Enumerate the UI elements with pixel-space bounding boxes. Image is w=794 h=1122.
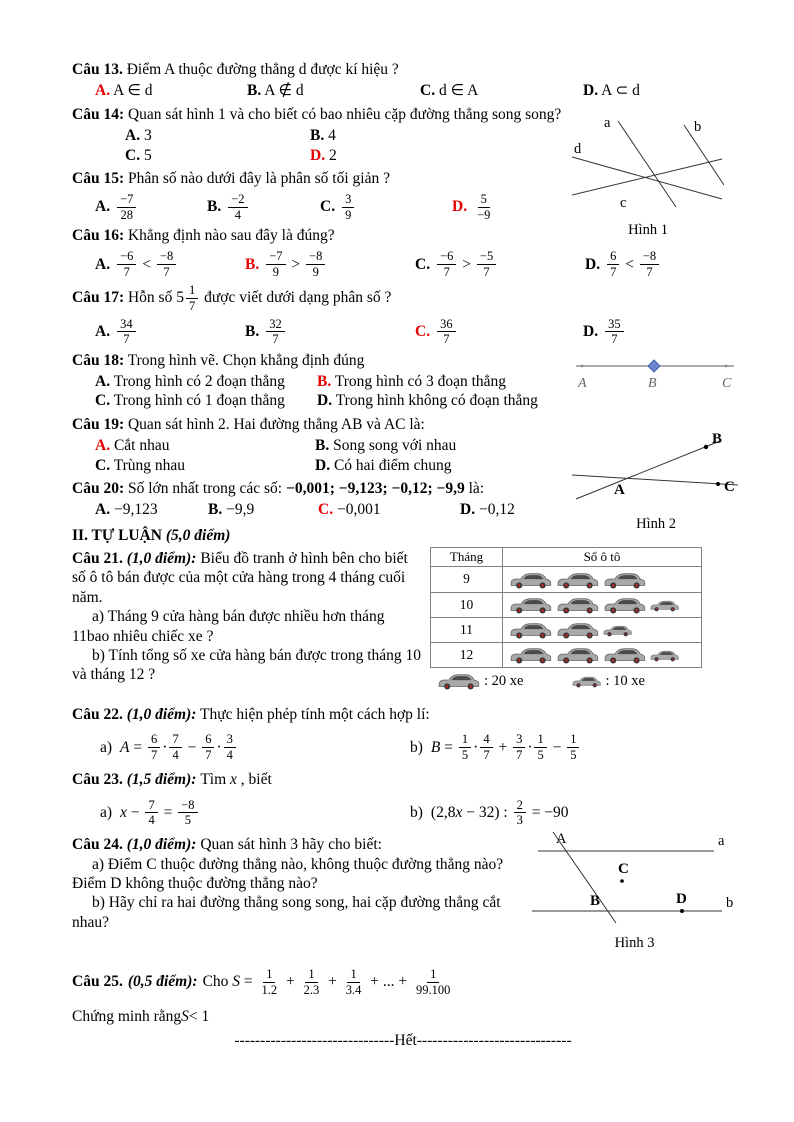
- point-label-a: A: [578, 375, 587, 391]
- big-car-icon: [555, 621, 599, 639]
- option-label: A.: [95, 82, 111, 100]
- option-a: [95, 317, 245, 347]
- question-18: [72, 351, 734, 411]
- option-math: [226, 192, 249, 222]
- option-c: [320, 192, 452, 222]
- option-text: 3: [143, 127, 152, 145]
- option-label: D.: [317, 392, 333, 410]
- option-text: −9,123: [113, 501, 158, 519]
- point-label-a-upper: A: [556, 831, 567, 848]
- fraction: $\frac{5}{-9}$: [477, 192, 491, 222]
- small-car-icon: [649, 599, 679, 612]
- option-label: C.: [125, 146, 141, 164]
- option-text: Trong hình có 2 đoạn thẳng: [113, 373, 285, 390]
- pictogram-rows: [431, 567, 701, 667]
- question-13: [72, 60, 734, 101]
- fraction: $\frac{-8}{5}$: [178, 798, 197, 828]
- option-math: [115, 192, 138, 222]
- stem-text: Trong hình vẽ. Chọn khẳng định đúng: [127, 351, 365, 369]
- fraction: $\frac{1}{3.4}$: [345, 967, 362, 997]
- big-car-icon: [555, 571, 599, 589]
- small-car-icon: [649, 649, 679, 662]
- question-20: [72, 479, 734, 520]
- line-label-a: a: [604, 114, 611, 131]
- question-22-stem: Câu 22. (1,0 điểm): Thực hiện phép tính một cách hợp lí:: [72, 706, 430, 723]
- question-24-stem: Câu 24. (1,0 điểm): Quan sát hình 3 hãy cho biết:: [72, 836, 382, 854]
- hinh-3-drawing: [532, 827, 737, 927]
- option-label: D.: [585, 255, 601, 273]
- option-label: A.: [95, 198, 111, 216]
- option-label: B.: [317, 373, 332, 390]
- option-a: [95, 372, 317, 391]
- option-label: D.: [460, 501, 476, 519]
- part-a: [100, 798, 410, 828]
- option-c: [420, 81, 583, 100]
- pictogram-table: [430, 547, 702, 668]
- option-text: 4: [328, 127, 336, 145]
- option-label: D.: [583, 323, 599, 341]
- question-number: Câu 23.: [72, 771, 123, 789]
- question-number: Câu 13.: [72, 61, 123, 78]
- question-25-stem: Câu 25. (0,5 điểm): Cho S = $\frac{1}{1.2}$ + $\frac{1}{2.3}$ + $\frac{1}{3.4}$ + ... + $\frac{1}{99.100}$: [72, 967, 734, 997]
- end-of-exam-line: -------------------------------Hết------------------------------: [234, 1032, 572, 1050]
- option-a: [95, 436, 315, 455]
- big-car-icon: [508, 621, 552, 639]
- option-d: [583, 317, 734, 347]
- option-text: Trong hình không có đoạn thẳng: [335, 392, 538, 410]
- point-label-a: A: [614, 481, 625, 498]
- small-car-icon: [571, 675, 601, 688]
- option-label: B.: [207, 198, 222, 216]
- legend-small-car: : 10 xe: [571, 672, 644, 690]
- option-label: C.: [318, 501, 334, 519]
- option-label: A.: [125, 127, 141, 145]
- point-label-c: C: [618, 861, 629, 878]
- question-17-options: [95, 317, 734, 347]
- fraction: $\frac{-8}{7}$: [157, 249, 176, 279]
- part-a-math: x − $\frac{7}{4}$ = $\frac{-8}{5}$: [120, 798, 199, 828]
- fraction: $\frac{3}{7}$: [513, 732, 525, 762]
- stem-text: Phân số nào dưới đây là phân số tối giản ?: [127, 169, 390, 187]
- option-text: Cắt nhau: [113, 437, 170, 455]
- fraction: $\frac{7}{4}$: [169, 732, 181, 762]
- option-text: −0,12: [478, 501, 515, 519]
- option-label: D.: [452, 198, 468, 216]
- segment-drawing: [574, 353, 736, 391]
- option-text: Có hai điểm chung: [333, 456, 452, 474]
- question-17: [72, 283, 734, 347]
- pictogram-month: 12: [431, 643, 503, 667]
- legend-big-car: : 20 xe: [436, 672, 523, 690]
- line-label-b: b: [694, 118, 702, 135]
- option-label: D.: [315, 456, 331, 474]
- figure-caption: Hình 3: [614, 934, 655, 951]
- question-13-options: [95, 81, 734, 100]
- option-a: [125, 126, 310, 145]
- option-text: d ∈ A: [438, 82, 479, 100]
- fraction: $\frac{34}{7}$: [117, 317, 136, 347]
- option-b: [247, 81, 420, 100]
- option-label: B.: [245, 323, 260, 341]
- part-a: [100, 732, 410, 762]
- question-24-part-b: b) Hãy chỉ ra hai đường thẳng song song, hai cặp đường thẳng cắt nhau?: [72, 894, 501, 931]
- pictogram-header: [431, 548, 701, 567]
- option-a: [95, 249, 245, 279]
- stem-text: Thực hiện phép tính một cách hợp lí:: [200, 706, 430, 723]
- stem-text: Biểu đồ tranh ở hình bên cho biết số ô tô bán được của một cửa hàng trong 4 tháng cuối năm.: [72, 550, 408, 606]
- part-b-math: B = $\frac{1}{5}$ · $\frac{4}{7}$ + $\frac{3}{7}$ · $\frac{1}{5}$ − $\frac{1}{5}$: [431, 732, 582, 762]
- question-14-options: [125, 126, 525, 165]
- question-number: Câu 18:: [72, 351, 125, 369]
- pictogram-header-cars: Số ô tô: [583, 548, 621, 564]
- line-label-b: b: [726, 895, 734, 912]
- option-text: A ∈ d: [113, 82, 153, 100]
- big-car-icon: [508, 596, 552, 614]
- option-math: [264, 317, 287, 347]
- part-b-math: (2,8 x − 32) : $\frac{2}{3}$ = −90: [430, 797, 569, 827]
- fraction: $\frac{1}{1.2}$: [261, 967, 278, 997]
- big-car-icon: [602, 571, 646, 589]
- stem-values: −0,001; −9,123; −0,12; −9,9: [286, 479, 465, 497]
- question-13-stem: [72, 60, 734, 79]
- big-car-icon: [602, 646, 646, 664]
- option-label: B.: [208, 501, 223, 519]
- pictogram-row: [431, 617, 701, 642]
- option-c: [415, 249, 585, 279]
- option-label: B.: [245, 255, 260, 273]
- question-23: [72, 770, 734, 827]
- option-text: Trùng nhau: [113, 456, 186, 474]
- option-text: Trong hình có 1 đoạn thẳng: [113, 392, 285, 410]
- fraction: $\frac{-6}{7}$: [437, 249, 456, 279]
- fraction: $\frac{1}{5}$: [534, 732, 546, 762]
- option-b: [245, 317, 415, 347]
- fraction: $\frac{4}{7}$: [480, 732, 492, 762]
- stem-text: Quan sát hình 1 và cho biết có bao nhiêu cặp đường thẳng song song?: [127, 105, 562, 123]
- fraction: $\frac{-6}{7}$: [117, 249, 136, 279]
- question-number: Câu 15:: [72, 169, 125, 187]
- point-label-b: B: [648, 375, 657, 391]
- option-d: [317, 391, 584, 410]
- option-label: C.: [415, 323, 431, 341]
- option-label: C.: [95, 392, 111, 410]
- question-number: Câu 17:: [72, 289, 125, 307]
- pictogram-cars: [503, 567, 701, 592]
- option-math: $\frac{-7}{9}$ > $\frac{-8}{9}$: [264, 249, 327, 279]
- fraction: $\frac{-2}{4}$: [228, 192, 247, 222]
- option-text: Song song với nhau: [333, 437, 457, 455]
- question-22-parts: [100, 732, 734, 762]
- stem-math: Tìm x , biết: [200, 771, 272, 789]
- big-car-icon: [508, 571, 552, 589]
- part-label: b): [410, 738, 423, 756]
- option-math: [115, 317, 138, 347]
- option-b: [310, 126, 525, 145]
- question-20-stem: [72, 479, 734, 498]
- pictogram-month: 9: [431, 567, 503, 592]
- fraction: $\frac{3}{4}$: [224, 732, 236, 762]
- option-label: C.: [95, 456, 111, 474]
- option-d: [452, 192, 734, 222]
- option-label: A.: [95, 501, 111, 519]
- option-text: 2: [328, 146, 337, 164]
- part-label: a): [100, 738, 113, 756]
- point-label-b-point: B: [590, 893, 601, 910]
- option-label: C.: [415, 255, 431, 273]
- question-16-options: [95, 249, 734, 279]
- figure-caption: Hình 1: [628, 222, 668, 239]
- fraction: $\frac{6}{7}$: [607, 249, 619, 279]
- question-21-part-b: b) Tính tổng số xe cửa hàng bán được trong tháng 10 và tháng 12 ?: [72, 646, 422, 684]
- section-2-title: II. TỰ LUẬN (5,0 điểm): [72, 526, 231, 544]
- question-23-stem: Câu 23. (1,5 điểm): Tìm x , biết: [72, 771, 272, 789]
- option-d: [315, 456, 564, 475]
- option-text: A ⊂ d: [601, 82, 640, 100]
- fraction: $\frac{35}{7}$: [605, 317, 624, 347]
- option-label: A.: [95, 255, 111, 273]
- question-16: [72, 226, 734, 279]
- option-b: [245, 249, 415, 279]
- fraction: $\frac{6}{7}$: [202, 732, 214, 762]
- fraction: $\frac{-8}{9}$: [306, 249, 325, 279]
- big-car-icon: [555, 646, 599, 664]
- question-16-stem: [72, 226, 734, 245]
- question-number: Câu 14:: [72, 105, 125, 123]
- option-text: Trong hình có 3 đoạn thẳng: [334, 373, 507, 390]
- option-d: [460, 500, 734, 519]
- point-label-b: B: [712, 430, 723, 447]
- option-math: $\frac{6}{7}$ < $\frac{-8}{7}$: [605, 249, 661, 279]
- option-d: [583, 81, 734, 100]
- option-a: [95, 500, 208, 519]
- fraction: $\frac{-7}{9}$: [266, 249, 285, 279]
- option-c: [318, 500, 460, 519]
- line-label-a: a: [718, 833, 725, 850]
- option-text: −9,9: [226, 501, 255, 519]
- part-label: a): [100, 803, 113, 821]
- pictogram-row: [431, 642, 701, 667]
- fraction: $\frac{1}{7}$: [186, 283, 198, 313]
- figure-caption: Hình 2: [636, 516, 676, 533]
- question-24-part-a: a) Điểm C thuộc đường thẳng nào, không thuộc đường thẳng nào? Điểm D không thuộc đường thẳng nào?: [72, 855, 504, 892]
- question-21-part-a: a) Tháng 9 cửa hàng bán được nhiều hơn tháng 11bao nhiêu chiếc xe ?: [72, 608, 385, 645]
- option-a: [95, 192, 207, 222]
- line-label-d: d: [574, 140, 582, 157]
- option-a: [95, 81, 247, 100]
- question-25: [72, 967, 734, 1026]
- option-b: [208, 500, 318, 519]
- point-label-c: C: [722, 375, 732, 391]
- pictogram-row: [431, 567, 701, 592]
- option-math: [340, 192, 356, 222]
- fraction: $\frac{32}{7}$: [266, 317, 285, 347]
- option-math: $\frac{-6}{7}$ < $\frac{-8}{7}$: [115, 249, 178, 279]
- big-car-icon: [508, 646, 552, 664]
- option-b: [317, 372, 584, 391]
- option-c: [125, 146, 310, 165]
- question-25-closing: Chứng minh rằng S < 1: [72, 1008, 210, 1025]
- stem-tail: là:: [464, 479, 485, 497]
- pictogram-chart: [430, 547, 705, 690]
- option-label: C.: [320, 198, 336, 216]
- option-b: [207, 192, 320, 222]
- question-15-options: [95, 192, 734, 222]
- question-15-stem: [72, 169, 734, 188]
- question-20-options: [95, 500, 734, 519]
- big-car-icon: [602, 596, 646, 614]
- option-label: D.: [583, 82, 599, 100]
- point-label-c: C: [724, 478, 735, 495]
- pictogram-cars: [503, 593, 701, 617]
- pictogram-cars: [503, 618, 701, 642]
- option-math: [472, 192, 495, 222]
- question-15: [72, 169, 734, 222]
- option-label: A.: [95, 373, 111, 390]
- question-number: Câu 20:: [72, 479, 125, 497]
- fraction: $\frac{1}{2.3}$: [303, 967, 320, 997]
- fraction: $\frac{-5}{7}$: [477, 249, 496, 279]
- pictogram-legend: [430, 672, 705, 690]
- option-d: [585, 249, 734, 279]
- point-b-marker: [648, 360, 660, 372]
- option-label: A.: [95, 437, 111, 455]
- fraction: $\frac{1}{5}$: [459, 732, 471, 762]
- option-d: [310, 146, 525, 165]
- stem-math: Hỗn số 5 $\frac{1}{7}$ được viết dưới dạng phân số ?: [127, 283, 392, 313]
- question-21-stem: Câu 21. (1,0 điểm): Biểu đồ tranh ở hình bên cho biết số ô tô bán được của một cửa hàng trong 4 tháng cuối năm.: [72, 550, 408, 606]
- fraction: $\frac{1}{99.100}$: [416, 967, 451, 997]
- question-number: Câu 16:: [72, 227, 125, 244]
- option-label: C.: [420, 82, 436, 100]
- fraction: $\frac{-8}{7}$: [640, 249, 659, 279]
- option-c: [95, 391, 317, 410]
- stem-text: Điểm A thuộc đường thẳng d được kí hiệu ?: [126, 61, 399, 78]
- part-label: b): [410, 803, 423, 821]
- question-number: Câu 19:: [72, 415, 125, 433]
- option-label: B.: [315, 437, 330, 455]
- stem-text: Khẳng định nào sau đây là đúng?: [127, 227, 335, 244]
- big-car-icon: [436, 672, 480, 690]
- fraction: $\frac{36}{7}$: [437, 317, 456, 347]
- option-math: [435, 317, 458, 347]
- option-math: $\frac{-6}{7}$ > $\frac{-5}{7}$: [435, 249, 498, 279]
- option-label: B.: [247, 82, 262, 100]
- option-c: [95, 456, 315, 475]
- option-c: [415, 317, 583, 347]
- question-number: Câu 25.: [72, 973, 123, 991]
- fraction: $\frac{7}{4}$: [145, 798, 157, 828]
- question-24: [72, 831, 734, 955]
- fraction: $\frac{3}{9}$: [342, 192, 354, 222]
- option-text: A ∉ d: [264, 82, 304, 100]
- figure-hinh-3: [532, 827, 737, 952]
- option-label: A.: [95, 323, 111, 341]
- part-b: [410, 732, 734, 762]
- question-21: [72, 549, 734, 701]
- pictogram-month: 11: [431, 618, 503, 642]
- point-label-d: D: [676, 891, 687, 908]
- stem-text: Quan sát hình 3 hãy cho biết:: [200, 836, 382, 854]
- option-math: [603, 317, 626, 347]
- option-b: [315, 436, 564, 455]
- question-number: Câu 24.: [72, 836, 123, 854]
- pictogram-row: [431, 592, 701, 617]
- option-label: B.: [310, 127, 325, 145]
- pictogram-cars: [503, 643, 701, 667]
- fraction: $\frac{6}{7}$: [148, 732, 160, 762]
- pictogram-header-month: Tháng: [431, 548, 503, 566]
- pictogram-month: 10: [431, 593, 503, 617]
- part-b: [410, 798, 734, 828]
- stem-text: Quan sát hình 2. Hai đường thẳng AB và AC là:: [127, 415, 425, 433]
- option-text: −0,001: [336, 501, 381, 519]
- question-number: Câu 21.: [72, 550, 123, 567]
- question-22: [72, 705, 734, 762]
- big-car-icon: [555, 596, 599, 614]
- part-a-math: A = $\frac{6}{7}$ · $\frac{7}{4}$ − $\frac{6}{7}$ · $\frac{3}{4}$: [120, 732, 238, 762]
- line-label-c: c: [620, 194, 627, 211]
- series-math: Cho S = $\frac{1}{1.2}$ + $\frac{1}{2.3}$ + $\frac{1}{3.4}$ + ... + $\frac{1}{99.100}$: [203, 967, 456, 997]
- fraction: $\frac{1}{5}$: [567, 732, 579, 762]
- option-label: D.: [310, 146, 326, 164]
- fraction: $\frac{2}{3}$: [514, 798, 526, 828]
- question-23-parts: [100, 798, 734, 828]
- question-17-stem: [72, 283, 734, 313]
- fraction: $\frac{-7}{28}$: [117, 192, 136, 222]
- stem-text: Số lớn nhất trong các số:: [127, 479, 286, 497]
- question-number: Câu 22.: [72, 706, 123, 723]
- small-car-icon: [602, 624, 632, 637]
- option-text: 5: [143, 146, 152, 164]
- figure-segment-abc: [574, 353, 736, 396]
